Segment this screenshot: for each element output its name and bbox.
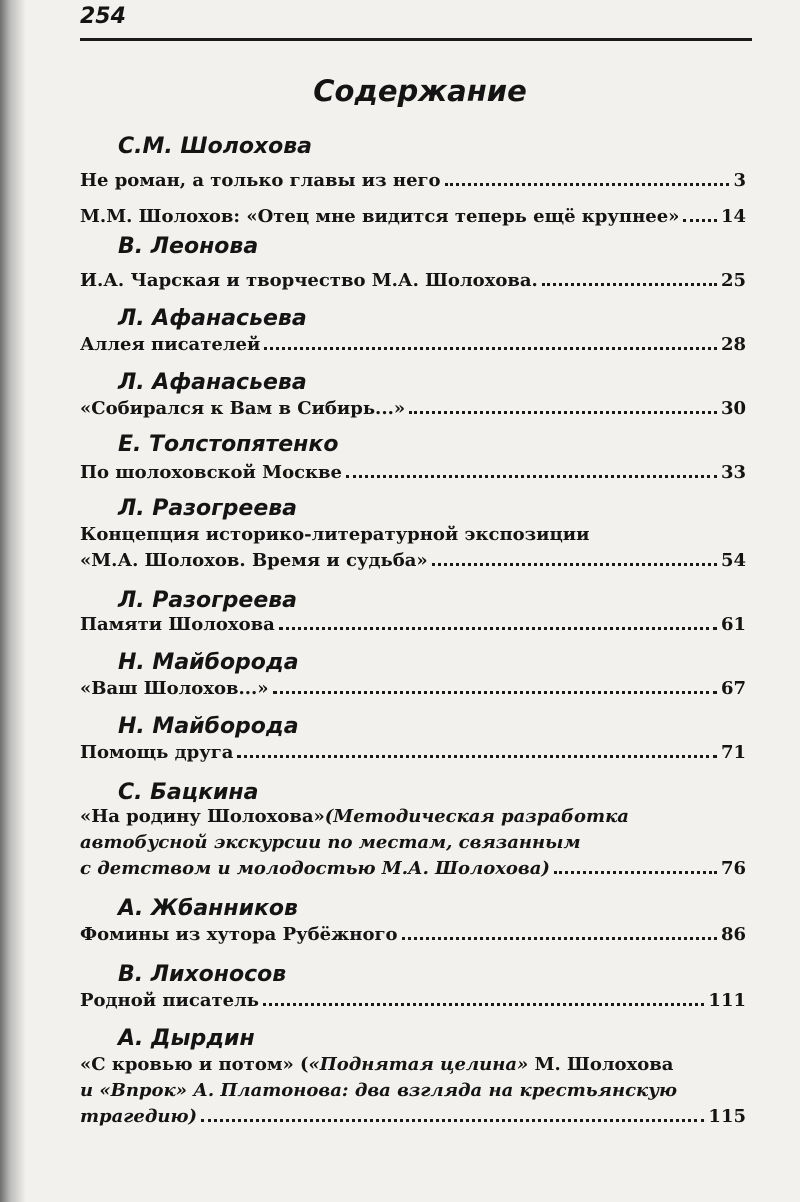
leader-dots [264,343,717,350]
entry-author: С.М. Шолохова [118,134,313,159]
toc-entry [80,1106,746,1127]
toc-entry [80,334,746,355]
entry-title-part: и « [80,1080,111,1101]
entry-title-line [80,806,746,827]
entry-page: 71 [720,742,746,763]
entry-title-part-italic: автобусной экскурсии по местам, связанным [80,832,581,853]
entry-page: 25 [720,270,746,291]
toc-entry [80,924,746,945]
entry-author: Л. Афанасьева [118,306,307,331]
leader-dots [409,407,717,414]
toc-entry [80,170,746,191]
toc-entry [80,678,746,699]
toc-entry [80,270,746,291]
entry-author: Л. Разогреева [118,496,298,521]
entry-page: 67 [720,678,746,699]
entry-title-part: » А. Платонова: два взгляда на крестьянскую [175,1080,677,1101]
entry-page: 111 [708,990,746,1011]
entry-author: В. Леонова [118,234,259,259]
entry-title-part: «На родину Шолохова» [80,806,325,827]
entry-page: 86 [720,924,746,945]
entry-page: 30 [720,398,746,419]
entry-page: 54 [720,550,746,571]
entry-title-part: «С кровью и потом» ( [80,1054,309,1075]
entry-author: Л. Разогреева [118,588,298,613]
entry-page: 3 [733,170,746,191]
entry-title: «М.А. Шолохов. Время и судьба» [80,550,428,571]
toc-entry [80,742,746,763]
entry-page: 115 [708,1106,746,1127]
entry-author: Н. Майборода [118,714,299,739]
entry-title: Аллея писателей [80,334,261,355]
leader-dots [445,179,730,186]
entry-author: А. Дырдин [118,1026,255,1051]
entry-title-part: М. Шолохова [528,1054,674,1075]
leader-dots [279,623,717,630]
leader-dots [683,215,717,222]
entry-page: 28 [720,334,746,355]
toc-entry [80,398,746,419]
entry-author: А. Жбанников [118,896,298,921]
leader-dots [263,999,704,1006]
entry-title-line [80,1080,746,1101]
entry-author: С. Бацкина [118,780,259,805]
page-number: 254 [80,4,126,29]
toc-entry [80,462,746,483]
entry-title: Памяти Шолохова [80,614,275,635]
leader-dots [237,751,717,758]
toc-entry [80,990,746,1011]
entry-page: 76 [720,858,746,879]
entry-author: В. Лихоносов [118,962,287,987]
entry-title-part-italic: «Поднятая целина» [308,1054,529,1075]
entry-title: «Ваш Шолохов...» [80,678,269,699]
entry-title: «Собирался к Вам в Сибирь...» [80,398,406,419]
entry-title: Помощь друга [80,742,234,763]
page-gutter-shadow [0,0,26,1202]
toc-entry [80,550,746,571]
toc-entry [80,614,746,635]
entry-title-part-italic: Впрок [110,1080,176,1101]
entry-title-line: Концепция историко-литературной экспозиции [80,524,590,545]
page-title: Содержание [313,74,527,108]
entry-title: М.М. Шолохов: «Отец мне видится теперь ещё крупнее» [80,206,680,227]
leader-dots [554,867,717,874]
entry-title-line [80,1054,746,1075]
toc-entry [80,858,746,879]
header-rule [80,38,752,41]
entry-title-line [80,832,746,853]
entry-title: с детством и молодостью М.А. Шолохова) [80,858,550,879]
leader-dots [542,279,717,286]
entry-author: Л. Афанасьева [118,370,307,395]
entry-page: 14 [720,206,746,227]
leader-dots [201,1115,704,1122]
toc-entry [80,206,746,227]
entry-title: Фомины из хутора Рубёжного [80,924,398,945]
leader-dots [273,687,717,694]
entry-author: Н. Майборода [118,650,299,675]
entry-page: 33 [720,462,746,483]
leader-dots [402,933,717,940]
entry-title: трагедию) [80,1106,198,1127]
entry-author: Е. Толстопятенко [118,432,339,457]
leader-dots [432,559,717,566]
entry-title: Родной писатель [80,990,259,1011]
leader-dots [346,471,717,478]
entry-title: И.А. Чарская и творчество М.А. Шолохова. [80,270,538,291]
entry-title-part-italic: (Методическая разработка [324,806,629,827]
entry-title: Не роман, а только главы из него [80,170,441,191]
entry-page: 61 [720,614,746,635]
entry-title: По шолоховской Москве [80,462,342,483]
